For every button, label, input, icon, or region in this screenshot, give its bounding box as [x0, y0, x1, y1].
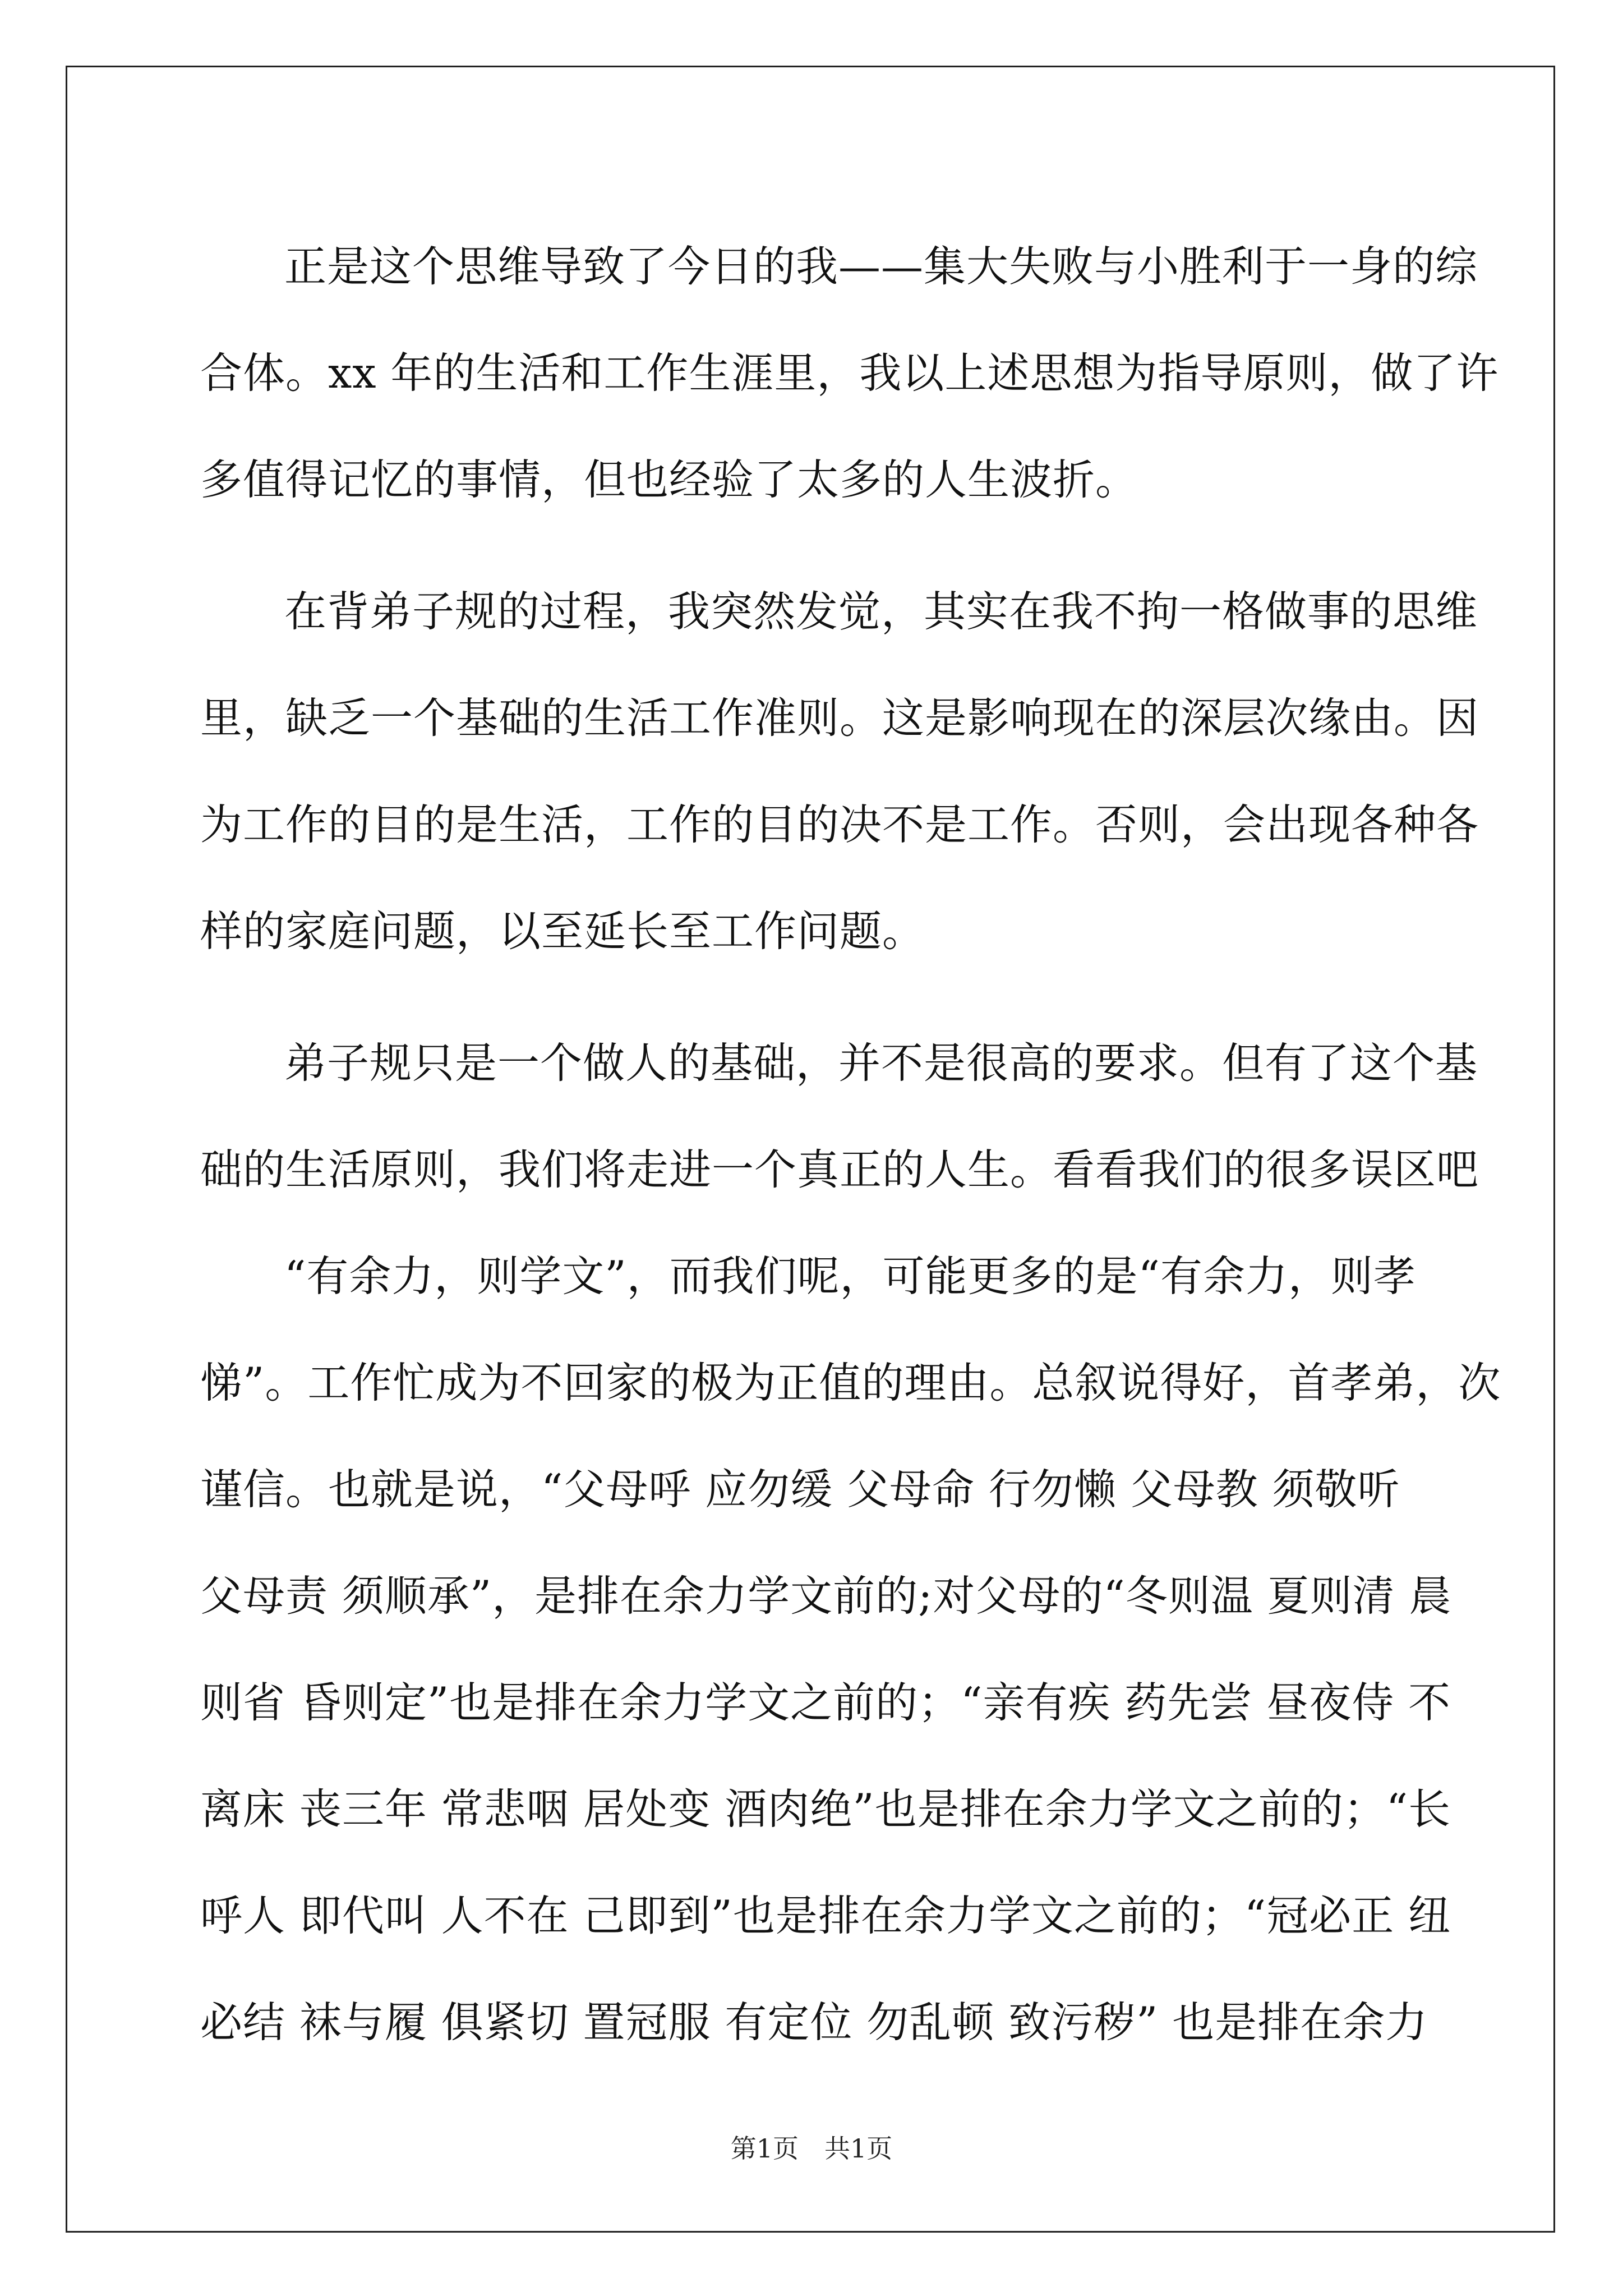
- paragraph-2-line-3: 为工作的目的是生活，工作的目的决不是工作。否则，会出现各种各: [200, 800, 1479, 849]
- paragraph-1-line-1: 正是这个思维导致了今日的我——集大失败与小胜利于一身的综: [284, 242, 1478, 291]
- paragraph-4-line-6: 离床 丧三年 常悲咽 居处变 酒肉绝”也是排在余力学文之前的；“长: [200, 1784, 1451, 1834]
- paragraph-3-line-2: 础的生活原则，我们将走进一个真正的人生。看看我们的很多误区吧: [200, 1145, 1479, 1194]
- paragraph-2-line-4: 样的家庭问题，以至延长至工作问题。: [200, 907, 925, 956]
- paragraph-3-line-1: 弟子规只是一个做人的基础，并不是很高的要求。但有了这个基: [284, 1038, 1478, 1088]
- paragraph-4-line-5: 则省 昏则定”也是排在余力学文之前的；“亲有疾 药先尝 昼夜侍 不: [200, 1678, 1451, 1727]
- paragraph-4-line-3: 谨信。也就是说，“父母呼 应勿缓 父母命 行勿懒 父母教 须敬听: [200, 1465, 1400, 1514]
- paragraph-4-line-7: 呼人 即代叫 人不在 己即到”也是排在余力学文之前的；“冠必正 纽: [200, 1891, 1451, 1940]
- paragraph-2-line-2: 里，缺乏一个基础的生活工作准则。这是影响现在的深层次缘由。因: [200, 693, 1479, 743]
- paragraph-4-line-4: 父母责 须顺承”，是排在余力学文前的;对父母的“冬则温 夏则清 晨: [200, 1571, 1452, 1621]
- paragraph-4-line-8: 必结 袜与履 俱紧切 置冠服 有定位 勿乱顿 致污秽” 也是排在余力: [200, 1998, 1428, 2047]
- paragraph-2-line-1: 在背弟子规的过程，我突然发觉，其实在我不拘一格做事的思维: [284, 587, 1478, 636]
- paragraph-1-line-3: 多值得记忆的事情，但也经验了太多的人生波折。: [200, 455, 1138, 504]
- page-footer: 第1页 共1页: [730, 2133, 893, 2164]
- document-body: [200, 213, 1501, 2076]
- paragraph-1-line-2: 合体。xx 年的生活和工作生涯里，我以上述思想为指导原则，做了许: [200, 348, 1499, 398]
- paragraph-4-line-2: 悌”。工作忙成为不回家的极为正值的理由。总叙说得好，首孝弟，次: [200, 1358, 1501, 1407]
- paragraph-4-line-1: “有余力，则学文”，而我们呢，可能更多的是“有余力，则孝: [284, 1251, 1417, 1301]
